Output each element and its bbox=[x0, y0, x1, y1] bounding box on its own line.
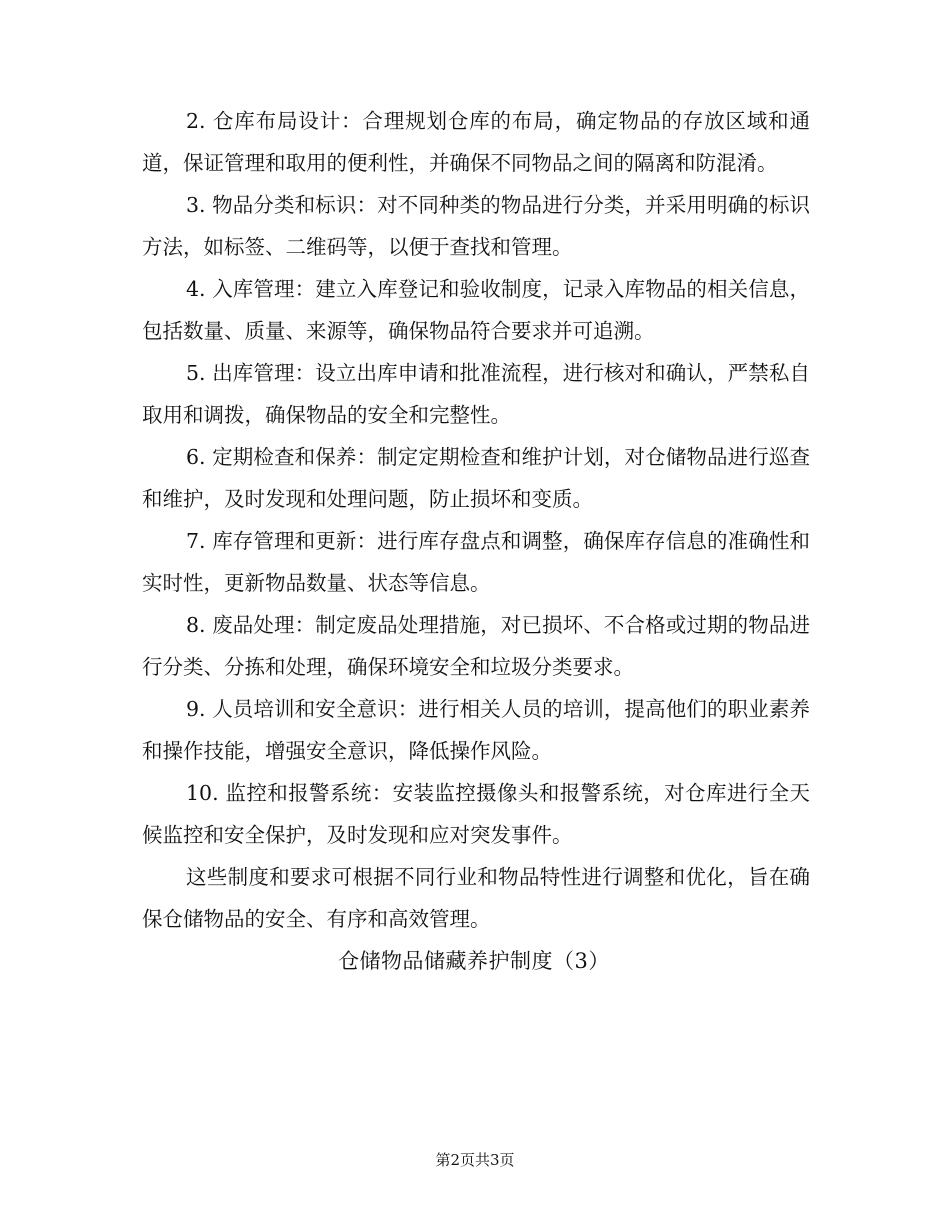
paragraph-warehouse-layout: 2. 仓库布局设计：合理规划仓库的布局，确定物品的存放区域和通道，保证管理和取用的便利性，并确保不同物品之间的隔离和防混淆。 bbox=[142, 109, 810, 175]
paragraph-waste-handling: 8. 废品处理：制定废品处理措施，对已损坏、不合格或过期的物品进行分类、分拣和处理，确保环境安全和垃圾分类要求。 bbox=[142, 613, 810, 679]
paragraph-inventory-management: 7. 库存管理和更新：进行库存盘点和调整，确保库存信息的准确性和实时性，更新物品数量、状态等信息。 bbox=[142, 529, 810, 595]
paragraph-classification-labeling: 3. 物品分类和标识：对不同种类的物品进行分类，并采用明确的标识方法，如标签、二维码等，以便于查找和管理。 bbox=[142, 193, 810, 259]
paragraph-monitoring-alarm: 10. 监控和报警系统：安装监控摄像头和报警系统，对仓库进行全天候监控和安全保护，及时发现和应对突发事件。 bbox=[142, 781, 810, 847]
page-footer: 第2页共3页 bbox=[435, 1151, 515, 1169]
paragraph-outbound-management: 5. 出库管理：设立出库申请和批准流程，进行核对和确认，严禁私自取用和调拨，确保物品的安全和完整性。 bbox=[142, 361, 810, 427]
paragraph-summary: 这些制度和要求可根据不同行业和物品特性进行调整和优化，旨在确保仓储物品的安全、有序和高效管理。 bbox=[142, 865, 810, 931]
section-title: 仓储物品储藏养护制度（3） bbox=[338, 949, 610, 973]
paragraph-inbound-management: 4. 入库管理：建立入库登记和验收制度，记录入库物品的相关信息，包括数量、质量、来源等，确保物品符合要求并可追溯。 bbox=[142, 277, 810, 343]
page-content bbox=[142, 100, 810, 982]
paragraph-staff-training: 9. 人员培训和安全意识：进行相关人员的培训，提高他们的职业素养和操作技能，增强安全意识，降低操作风险。 bbox=[142, 697, 810, 763]
paragraph-periodic-inspection: 6. 定期检查和保养：制定定期检查和维护计划，对仓储物品进行巡查和维护，及时发现和处理问题，防止损坏和变质。 bbox=[142, 445, 810, 511]
